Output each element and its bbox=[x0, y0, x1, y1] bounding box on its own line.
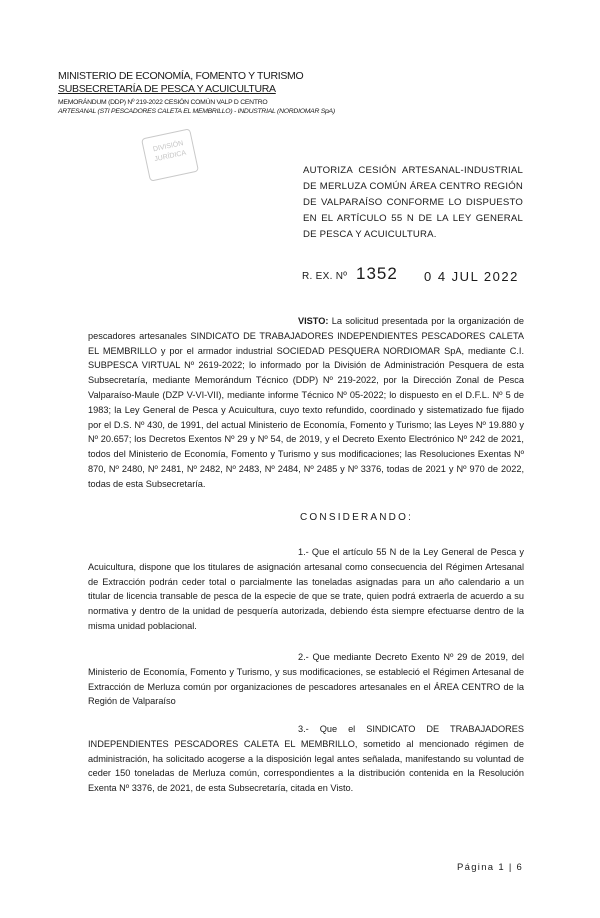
visto-text: La solicitud presentada por la organización de pescadores artesanales SINDICATO DE TRABAJADORES INDEPENDIENTES PESCADORES CALETA EL MEMBRILLO y por el armador industrial SOCIEDAD PESQUERA NORDIOMAR SpA, mediante C.I. SUBPESCA VIRTUAL Nº 2619-2022; lo informado por la División de Administración Pesquera de esta Subsecretaría, mediante Memorándum Técnico (DDP) Nº 219-2022, por la Dirección Zonal de Pesca Valparaíso-Maule (DZP V-VI-VII), mediante informe Técnico Nº 05-2022; lo dispuesto en el D.F.L. Nº 5 de 1983; la Ley General de Pesca y Acuicultura, cuyo texto refundido, coordinado y sistematizado fue fijado por el D.S. Nº 430, de 1991, del actual Ministerio de Economía, Fomento y Turismo; las Leyes Nº 19.880 y Nº 20.657; los Decretos Exentos Nº 29 y Nº 54, de 2019, y el Decreto Exento Electrónico Nº 242 de 2021, todos del Ministerio de Economía, Fomento y Turismo y sus modificaciones; las Resoluciones Exentas Nº 870, Nº 2480, Nº 2481, Nº 2482, Nº 2483, Nº 2484, Nº 2485 y Nº 3376, todas de 2021 y Nº 970 de 2022, todas de esta Subsecretaría. bbox=[88, 316, 524, 489]
division-juridica-stamp bbox=[141, 128, 199, 181]
visto-label: VISTO: bbox=[298, 316, 329, 326]
page-number: Página 1 | 6 bbox=[457, 862, 524, 873]
visto-paragraph bbox=[88, 314, 524, 492]
resolution-subject: AUTORIZA CESIÓN ARTESANAL-INDUSTRIAL DE MERLUZA COMÚN ÁREA CENTRO REGIÓN DE VALPARAÍSO CONFORME LO DISPUESTO EN EL ARTÍCULO 55 N DE LA LEY GENERAL DE PESCA Y ACUICULTURA. bbox=[303, 165, 523, 240]
considerando-3: 3.- Que el SINDICATO DE TRABAJADORES INDEPENDIENTES PESCADORES CALETA EL MEMBRILLO, sometido al mencionado régimen de administración, ha solicitado acogerse a la disposición legal antes señalada, manifestando su voluntad de ceder 150 toneladas de Merluza común, correspondientes a la distribución contenida en la Resolución Exenta Nº 3376, de 2021, de esta Subsecretaría, citada en Visto. bbox=[88, 724, 524, 794]
resolution-number: 1352 bbox=[356, 264, 398, 283]
considerando-1: 1.- Que el artículo 55 N de la Ley General de Pesca y Acuicultura, dispone que los titulares de asignación artesanal como consecuencia del Régimen Artesanal de Extracción podrán ceder total o parcialmente las toneladas asignadas para un año calendario a un titular de licencia transable de pesca de la especie de que se trate, quien podrá extraerla de acuerdo a su normativa y dentro de la unidad de pesquería autorizada, debiendo ésta siempre efectuarse dentro de la misma unidad poblacional. bbox=[88, 547, 524, 631]
ministry-name: MINISTERIO DE ECONOMÍA, FOMENTO Y TURISMO bbox=[58, 70, 304, 82]
considerando-2: 2.- Que mediante Decreto Exento Nº 29 de 2019, del Ministerio de Economía, Fomento y Turismo, y sus modificaciones, se estableció el Régimen Artesanal de Extracción de Merluza común por organizaciones de pescadores artesanales en el ÁREA CENTRO de la Región de Valparaíso bbox=[88, 652, 524, 707]
parties-reference: ARTESANAL (STI PESCADORES CALETA EL MEMBRILLO) - INDUSTRIAL (NORDIOMAR SpA) bbox=[58, 108, 335, 115]
resolution-label: R. EX. Nº bbox=[302, 271, 348, 282]
stamp-line-1: DIVISIÓN bbox=[152, 140, 184, 154]
memo-reference: MEMORÁNDUM (DDP) Nº 219-2022 CESIÓN COMÚN VALP D CENTRO bbox=[58, 99, 268, 106]
letterhead bbox=[58, 70, 358, 116]
resolution-date: 0 4 JUL 2022 bbox=[424, 269, 519, 284]
stamp-line-2: JURÍDICA bbox=[153, 149, 187, 164]
subsecretaria-name: SUBSECRETARÍA DE PESCA Y ACUICULTURA bbox=[58, 83, 276, 95]
considerando-heading: CONSIDERANDO: bbox=[300, 512, 414, 523]
